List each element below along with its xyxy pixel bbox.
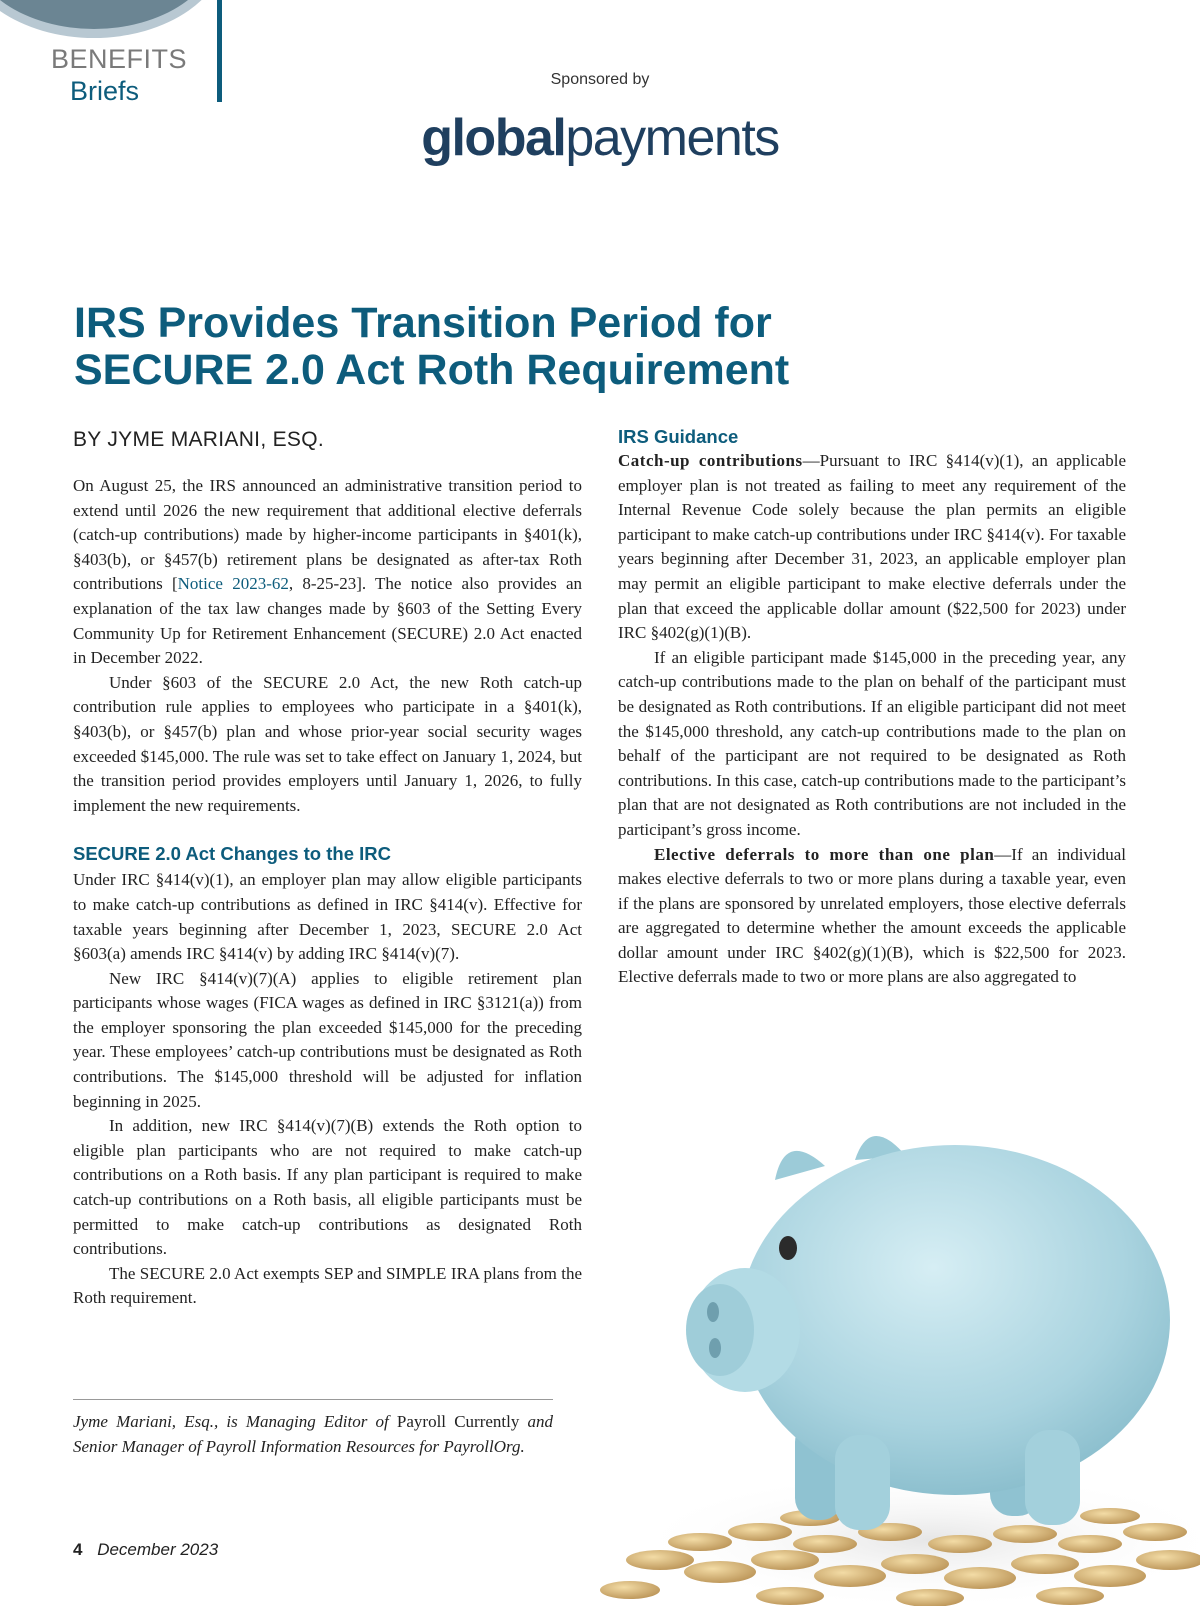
intro-paragraph-2: Under §603 of the SECURE 2.0 Act, the new Roth catch-up contribution rule applies to employees who participate in a §401(k), §403(b), or §457(b) plan and whose prior-year social security wages exceeded $145,000. The rule was set to take effect on January 1, 2024, but the transition period provides employers until January 1, 2026, to fully implement the new requirements. — [73, 672, 582, 815]
intro-p1-text-a: On August 25, the IRS announced an administrative transition period to extend until 2026 the new requirement that additional elective deferrals (catch-up contributions) made by higher-income participants in §401(k), §403(b), or §457(b) retirement plans be designated as after-tax Roth contributions [ — [73, 476, 582, 594]
right-column — [618, 425, 1126, 990]
author-divider — [73, 1399, 553, 1400]
sponsored-label: Sponsored by — [550, 71, 650, 88]
guidance-paragraph-3 — [618, 843, 1126, 991]
brand-benefits: BENEFITS — [51, 44, 188, 74]
irc-paragraph-3: In addition, new IRC §414(v)(7)(B) extends the Roth option to eligible plan participants who are not required to make catch-up contributions on a Roth basis. If any plan participant is required to make catch-up contributions on a Roth basis, all eligible participants must be permitted to make catch-up contributions as designated Roth contributions. — [73, 1116, 582, 1259]
piggy-bank-image — [570, 1120, 1200, 1606]
intro-p1-text-b: , 8-25-23]. The notice also provides an explanation of the tax law changes made by §603 of the Setting Every Community Up for Retirement Enhancement (SECURE) 2.0 Act enacted in December 2022. — [73, 574, 582, 668]
intro-paragraph-1 — [73, 474, 582, 671]
guidance-p3-text: —If an individual makes elective deferrals to two or more plans during a taxable year, even if the plans are sponsored by unrelated employers, those elective deferrals are aggregated to determine whether the amount exceeds the applicable dollar amount under IRC §402(g)(1)(B), which is $22,500 for 2023. Elective deferrals made to two or more plans are also aggregated to — [618, 844, 1127, 987]
guidance-paragraph-2: If an eligible participant made $145,000 in the preceding year, any catch-up contributions made to the plan on behalf of the participant must be designated as Roth contributions. If an eligible participant did not meet the $145,000 threshold, any catch-up contributions made to the plan on behalf of the participant are not required to be designated as Roth contributions. In this case, catch-up contributions made to the participant’s plan that are not designated as Roth contributions are not included in the participant’s gross income. — [618, 647, 1126, 839]
page-number: 4 — [73, 1540, 83, 1559]
piggy-bank — [686, 1136, 1170, 1530]
irc-paragraph-2: New IRC §414(v)(7)(A) applies to eligible retirement plan participants whose wages (FICA wages as defined in IRC §3121(a)) from the employer sponsoring the plan exceeded $145,000 for the preceding year. These employees’ catch-up contributions must be designated as Roth contributions. The $145,000 threshold will be adjusted for inflation beginning in 2025. — [73, 968, 582, 1111]
article-title-line1: IRS Provides Transition Period for — [74, 299, 772, 347]
author-bio-publication: Payroll Currently — [396, 1412, 520, 1431]
author-bio-b: and Senior Manager of Payroll Information Resources for PayrollOrg. — [73, 1412, 554, 1456]
brand-briefs: Briefs — [70, 76, 140, 106]
article-title-line2: SECURE 2.0 Act Roth Requirement — [74, 346, 790, 394]
page-footer — [73, 1540, 218, 1560]
section-heading-irs-guidance: IRS Guidance — [618, 426, 739, 447]
author-bio — [73, 1410, 553, 1459]
runin-catch-up: Catch-up contributions — [618, 451, 803, 470]
sponsor-logo-bold: global — [421, 109, 566, 167]
guidance-paragraph-1 — [618, 449, 1126, 646]
section-heading-irc-changes: SECURE 2.0 Act Changes to the IRC — [73, 843, 391, 865]
corner-decoration — [0, 0, 228, 38]
runin-elective-deferrals: Elective deferrals to more than one plan — [654, 844, 995, 864]
notice-link[interactable]: Notice 2023-62 — [177, 574, 289, 594]
irc-paragraph-1: Under IRC §414(v)(1), an employer plan may allow eligible participants to make catch-up contributions as defined in IRC §414(v). Effective for taxable years beginning after December 1, 2023, SECURE 2.0 Act §603(a) amends IRC §414(v) by adding IRC §414(v)(7). — [73, 870, 582, 964]
issue-date: December 2023 — [97, 1540, 219, 1559]
left-column — [73, 474, 582, 1311]
sponsor-logo-light: payments — [565, 109, 779, 167]
guidance-p1-text: —Pursuant to IRC §414(v)(1), an applicable employer plan is not treated as failing to meet any requirement of the Internal Revenue Code solely because the plan permits an eligible participant to make catch-up contributions under IRC §414(v). For taxable years beginning after December 31, 2023, an applicable employer plan may permit an eligible participant to make elective deferrals under the plan that exceed the applicable dollar amount ($22,500 for 2023) under IRC §402(g)(1)(B). — [618, 451, 1126, 643]
irc-paragraph-4: The SECURE 2.0 Act exempts SEP and SIMPLE IRA plans from the Roth requirement. — [73, 1263, 582, 1308]
article-title — [74, 300, 974, 394]
byline: BY JYME MARIANI, ESQ. — [73, 428, 324, 451]
author-bio-a: Jyme Mariani, Esq., is Managing Editor of — [73, 1412, 397, 1431]
sponsor-logo — [0, 109, 1200, 167]
